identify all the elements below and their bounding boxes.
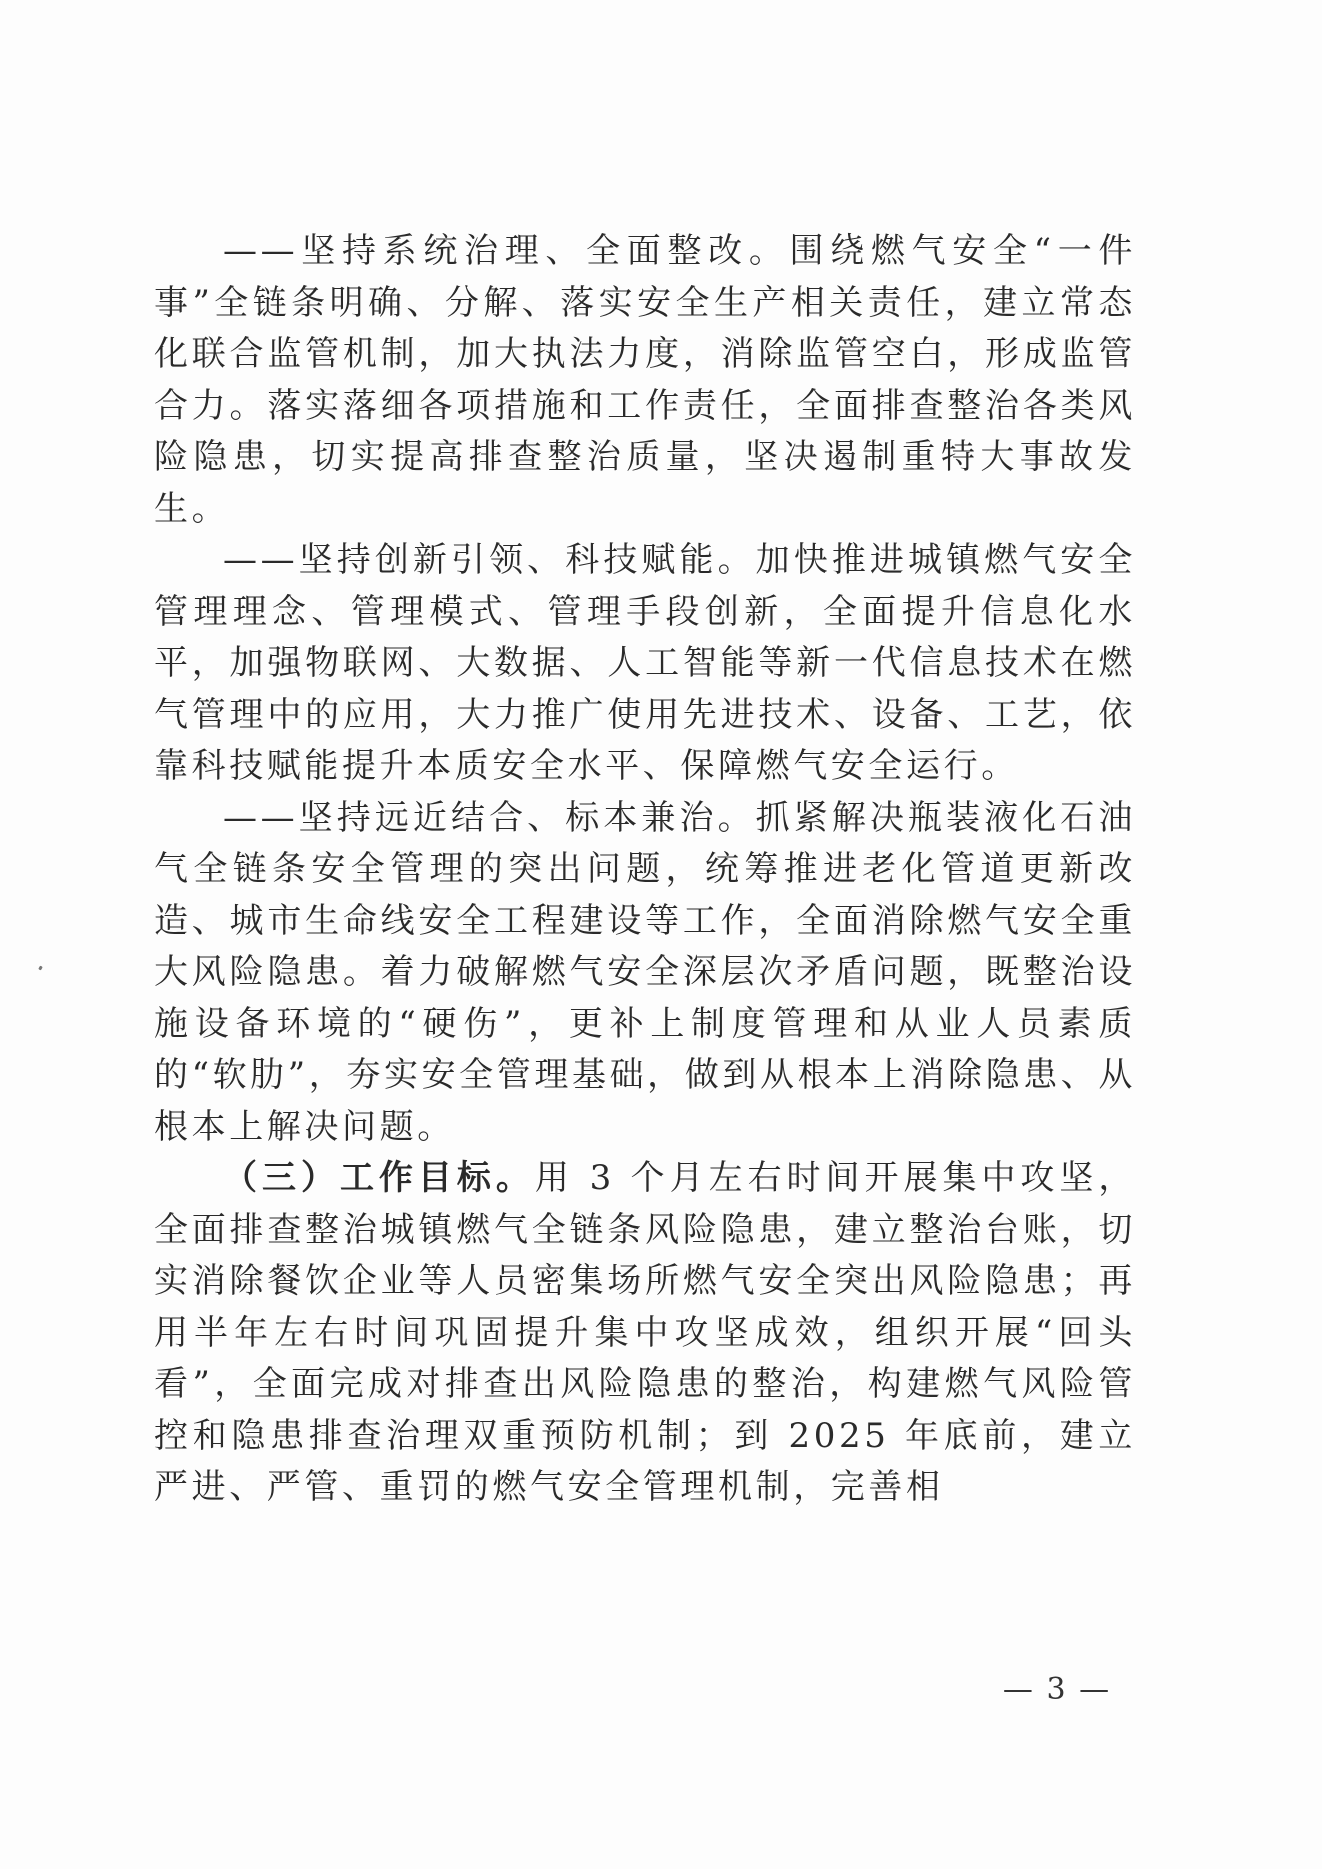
paragraph-text: 用 3 个月左右时间开展集中攻坚，全面排查整治城镇燃气全链条风险隐患，建立整治台账，切实消除餐饮企业等人员密集场所燃气安全突出风险隐患；再用半年左右时间巩固提升集中攻坚成效，组织开展“回头看”，全面完成对排查出风险隐患的整治，构建燃气风险管控和隐患排查治理双重预防机制；到 2025 年底前，建立严进、严管、重罚的燃气安全管理机制，完善相 [154,1158,1136,1507]
page-number: — 3 — [1002,1672,1112,1707]
scan-speck-mark [38,966,43,971]
paragraph-text: ——坚持系统治理、全面整改。围绕燃气安全“一件事”全链条明确、分解、落实安全生产相关责任，建立常态化联合监管机制，加大执法力度，消除监管空白，形成监管合力。落实落细各项措施和工作责任，全面排查整治各类风险隐患，切实提高排查整治质量，坚决遏制重特大事故发生。 [154,231,1136,529]
document-body [154,226,1136,1514]
paragraph-text: ——坚持创新引领、科技赋能。加快推进城镇燃气安全管理理念、管理模式、管理手段创新，全面提升信息化水平，加强物联网、大数据、人工智能等新一代信息技术在燃气管理中的应用，大力推广使用先进技术、设备、工艺，依靠科技赋能提升本质安全水平、保障燃气安全运行。 [154,540,1136,786]
paragraph-root-and-branch [154,793,1136,1154]
paragraph-work-goals [154,1153,1136,1514]
paragraph-systematic-governance [154,226,1136,535]
section-heading-work-goals: （三）工作目标。 [223,1158,535,1198]
paragraph-text: ——坚持远近结合、标本兼治。抓紧解决瓶装液化石油气全链条安全管理的突出问题，统筹推进老化管道更新改造、城市生命线安全工程建设等工作，全面消除燃气安全重大风险隐患。着力破解燃气安全深层次矛盾问题，既整治设施设备环境的“硬伤”，更补上制度管理和从业人员素质的“软肋”，夯实安全管理基础，做到从根本上消除隐患、从根本上解决问题。 [154,797,1136,1147]
paragraph-innovation [154,535,1136,793]
